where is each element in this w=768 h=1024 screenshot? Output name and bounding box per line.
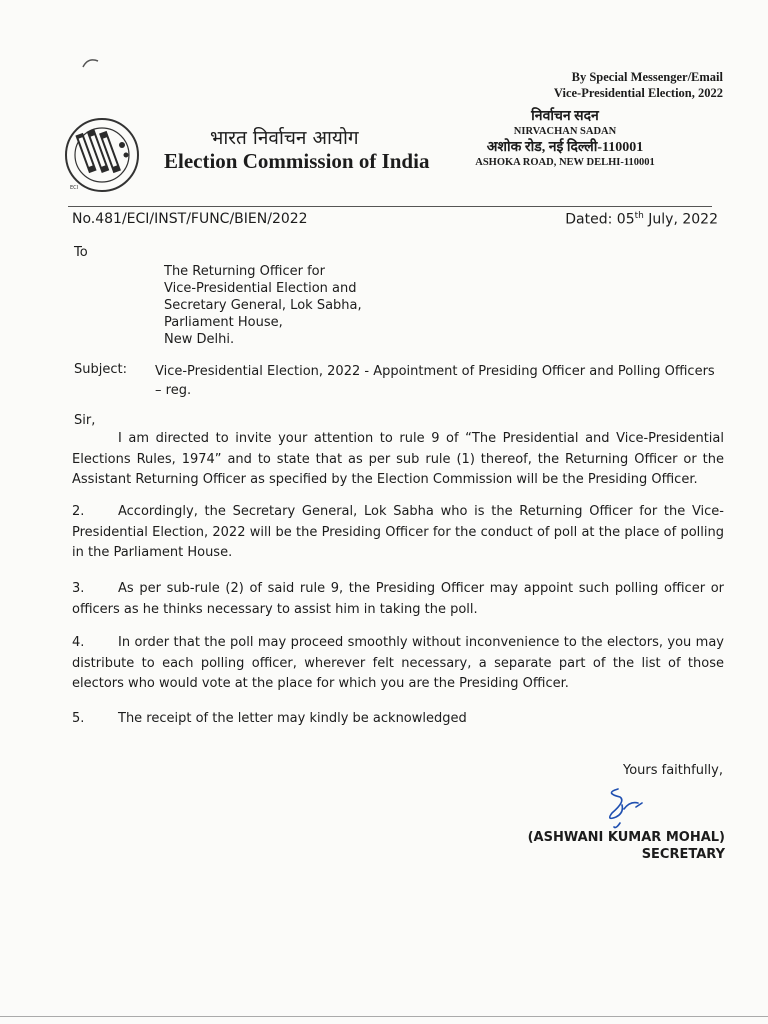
- recipient-line: Vice-Presidential Election and: [164, 281, 357, 296]
- subject-label: Subject:: [74, 362, 127, 377]
- reference-number: No.481/ECI/INST/FUNC/BIEN/2022: [72, 211, 308, 227]
- paragraph-text: I am directed to invite your attention to rule 9 of “The Presidential and Vice-Presidential Elections Rules, 1974” and to state that as per sub rule (1) thereof, the Returning Officer or the Assistant Returning Officer as specified by the Election Commission will be the Presiding Officer.: [72, 431, 724, 487]
- road-english: ASHOKA ROAD, NEW DELHI-110001: [475, 157, 655, 168]
- recipient-line: Parliament House,: [164, 315, 283, 330]
- letter-date: [565, 211, 718, 228]
- salutation: Sir,: [74, 413, 96, 428]
- paragraph-1: [72, 429, 724, 491]
- page-edge: [0, 1016, 768, 1017]
- paragraph-number: 4.: [72, 635, 85, 650]
- paragraph-number: 3.: [72, 581, 85, 596]
- delivery-mode: By Special Messenger/Email: [571, 70, 723, 84]
- date-sup: th: [634, 211, 644, 221]
- recipient-line: The Returning Officer for: [164, 264, 325, 279]
- paragraph-4: [72, 633, 724, 695]
- subject-text: Vice-Presidential Election, 2022 - Appointment of Presiding Officer and Polling Officers – reg.: [155, 364, 715, 398]
- address-block: [440, 108, 690, 170]
- paragraph-text: Accordingly, the Secretary General, Lok Sabha who is the Returning Officer for the Vice-Presidential Election, 2022 will be the Presiding Officer for the conduct of poll at the place of polling in the Parliament House.: [72, 504, 724, 560]
- paragraph-2: [72, 502, 724, 564]
- date-suffix: July, 2022: [643, 211, 718, 228]
- org-name-english: Election Commission of India: [164, 149, 430, 173]
- org-name-hindi: भारत निर्वाचन आयोग: [210, 127, 359, 149]
- recipient-line: Secretary General, Lok Sabha,: [164, 298, 362, 313]
- paragraph-text: As per sub-rule (2) of said rule 9, the Presiding Officer may appoint such polling officer or officers as he thinks necessary to assist him in taking the poll.: [72, 581, 724, 617]
- road-hindi: अशोक रोड, नई दिल्ली-110001: [486, 140, 644, 155]
- punch-mark: [80, 55, 102, 69]
- eci-logo: [60, 115, 144, 195]
- paragraph-number: 5.: [72, 711, 85, 726]
- delivery-block: [554, 69, 723, 101]
- signatory-name: (ASHWANI KUMAR MOHAL): [527, 830, 725, 845]
- paragraph-text: The receipt of the letter may kindly be acknowledged: [118, 711, 467, 726]
- logo-lettering: ECI: [70, 185, 79, 191]
- election-title: Vice-Presidential Election, 2022: [553, 86, 723, 100]
- to-label: To: [74, 245, 88, 260]
- recipient-line: New Delhi.: [164, 332, 235, 347]
- date-prefix: Dated: 05: [565, 211, 635, 228]
- closing-phrase: Yours faithfully,: [622, 763, 723, 778]
- signatory-designation: SECRETARY: [641, 847, 725, 862]
- recipient-block: [164, 263, 362, 348]
- building-hindi: निर्वाचन सदन: [531, 109, 599, 124]
- paragraph-number: 2.: [72, 504, 85, 519]
- header-divider: [68, 206, 712, 207]
- signature-image: [590, 783, 660, 831]
- signatory-block: [528, 829, 725, 863]
- paragraph-5: [72, 709, 724, 730]
- building-english: NIRVACHAN SADAN: [513, 126, 617, 137]
- paragraph-text: In order that the poll may proceed smoothly without inconvenience to the electors, you may distribute to each polling officer, wherever felt necessary, a separate part of the list of those electors who would vote at the place for which you are the Presiding Officer.: [72, 635, 724, 691]
- paragraph-3: [72, 579, 724, 620]
